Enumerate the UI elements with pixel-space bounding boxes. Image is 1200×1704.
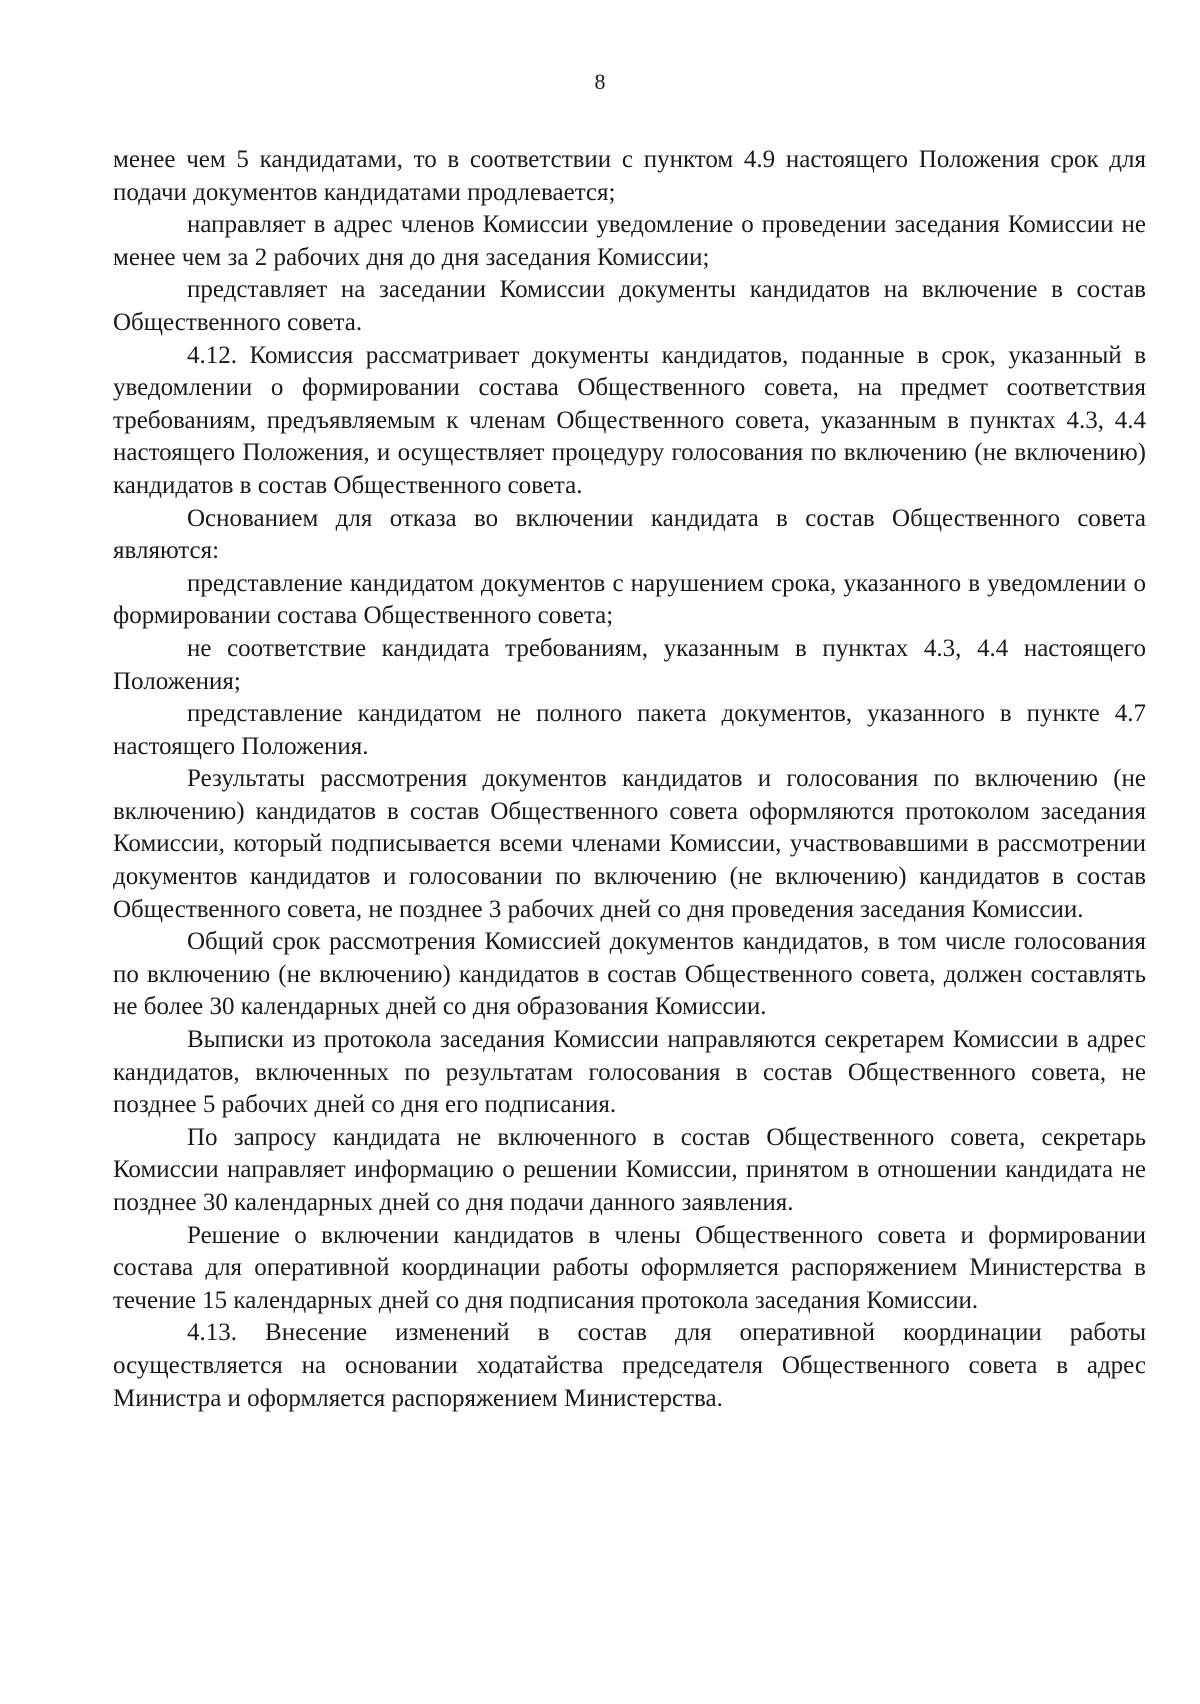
- paragraph-refusal-grounds: Основанием для отказа во включении кандидата в состав Общественного совета являются:: [113, 504, 1146, 565]
- paragraph-late-submission: представление кандидатом документов с нарушением срока, указанного в уведомлении о формировании состава Общественного совета;: [113, 569, 1146, 630]
- paragraph-clause-4-12: 4.12. Комиссия рассматривает документы кандидатов, поданные в срок, указанный в уведомлении о формировании состава Общественного совета, на предмет соответствия требованиям, предъявляемым к членам Общественного совета, указанным в пунктах 4.3, 4.4 настоящего Положения, и осуществляет процедуру голосования по включению (не включению) кандидатов в состав Общественного совета.: [113, 341, 1146, 499]
- paragraph-candidate-request: По запросу кандидата не включенного в состав Общественного совета, секретарь Комиссии направляет информацию о решении Комиссии, принятом в отношении кандидата не позднее 30 календарных дней со дня подачи данного заявления.: [113, 1123, 1146, 1216]
- paragraph-voting-results: Результаты рассмотрения документов кандидатов и голосования по включению (не включению) кандидатов в состав Общественного совета оформляются протоколом заседания Комиссии, который подписывается всеми членами Комиссии, участвовавшими в рассмотрении документов кандидатов и голосовании по включению (не включению) кандидатов в состав Общественного совета, не позднее 3 рабочих дней со дня проведения заседания Комиссии.: [113, 765, 1146, 923]
- paragraph-notify-members: направляет в адрес членов Комиссии уведомление о проведении заседания Комиссии не менее чем за 2 рабочих дня до дня заседания Комиссии;: [113, 211, 1146, 271]
- paragraph-protocol-extracts: Выписки из протокола заседания Комиссии направляются секретарем Комиссии в адрес кандидатов, включенных по результатам голосования в состав Общественного совета, не позднее 5 рабочих дней со дня его подписания.: [113, 1026, 1146, 1119]
- document-body: [113, 144, 1146, 1415]
- paragraph-non-compliance: не соответствие кандидата требованиям, указанным в пунктах 4.3, 4.4 настоящего Положения;: [113, 634, 1146, 695]
- paragraph-present-documents: представляет на заседании Комиссии документы кандидатов на включение в состав Общественного совета.: [113, 276, 1146, 336]
- paragraph-continuation: менее чем 5 кандидатами, то в соответствии с пунктом 4.9 настоящего Положения срок для подачи документов кандидатами продлевается;: [113, 146, 1146, 206]
- paragraph-incomplete-package: представление кандидатом не полного пакета документов, указанного в пункте 4.7 настоящего Положения.: [113, 700, 1146, 760]
- paragraph-review-period: Общий срок рассмотрения Комиссией документов кандидатов, в том числе голосования по включению (не включению) кандидатов в состав Общественного совета, должен составлять не более 30 календарных дней со дня образования Комиссии.: [113, 928, 1146, 1021]
- page-number: 8: [594, 69, 606, 94]
- paragraph-inclusion-decision: Решение о включении кандидатов в члены Общественного совета и формировании состава для оперативной координации работы оформляется распоряжением Министерства в течение 15 календарных дней со дня подписания протокола заседания Комиссии.: [113, 1221, 1146, 1314]
- paragraph-clause-4-13: 4.13. Внесение изменений в состав для оперативной координации работы осуществляется на основании ходатайства председателя Общественного совета в адрес Министра и оформляется распоряжением Министерства.: [113, 1319, 1146, 1412]
